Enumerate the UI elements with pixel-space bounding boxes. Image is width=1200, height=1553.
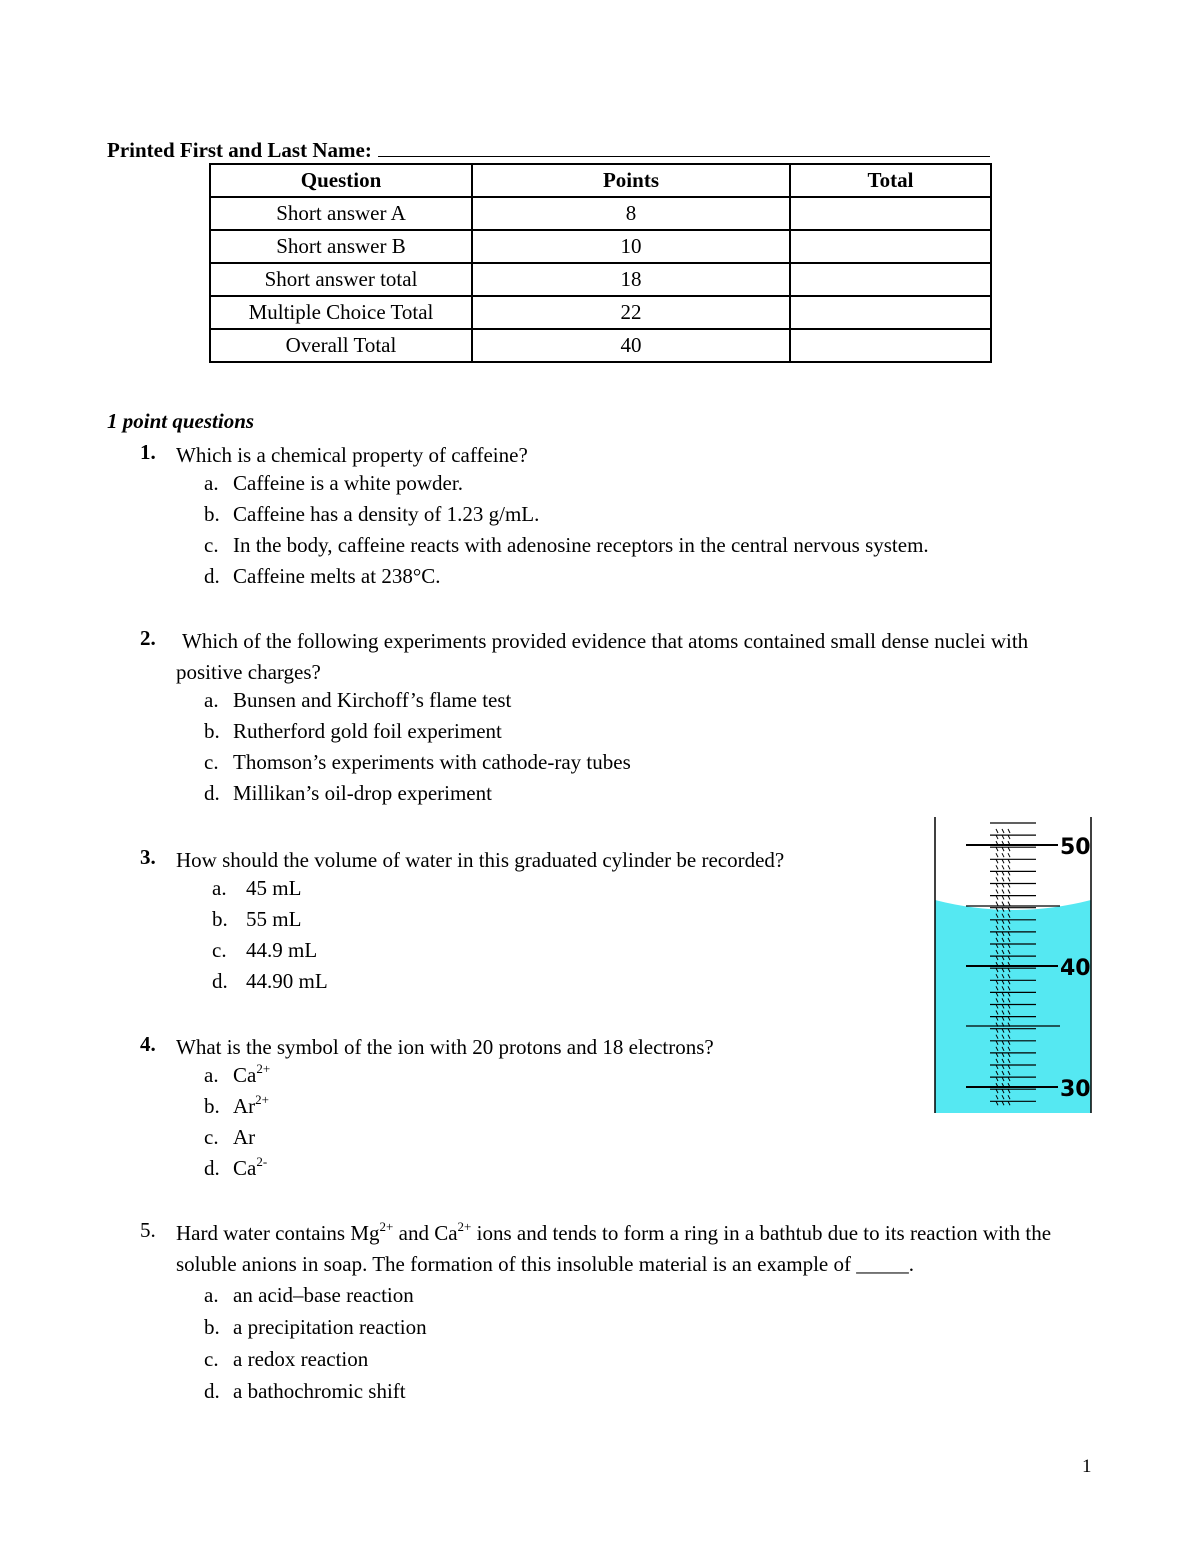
table-cell: 18 [472, 263, 790, 296]
fine-tick [1002, 902, 1004, 906]
option-text: a precipitation reaction [233, 1315, 427, 1339]
option-letter: b. [204, 1094, 220, 1118]
fine-tick [996, 890, 998, 894]
option-text: Bunsen and Kirchoff’s flame test [233, 688, 512, 712]
answer-option[interactable] [204, 1063, 270, 1088]
table-cell: Multiple Choice Total [210, 296, 472, 329]
option-letter: a. [204, 471, 219, 495]
answer-option[interactable] [204, 1125, 255, 1150]
question-number: 2. [140, 626, 156, 650]
section-title: 1 point questions [107, 409, 255, 433]
option-text: 44.9 mL [246, 938, 318, 962]
option-charge: 2+ [255, 1092, 270, 1107]
answer-option[interactable] [204, 1379, 406, 1404]
table-row [210, 230, 991, 263]
question-number: 4. [140, 1032, 156, 1056]
table-cell: 40 [472, 329, 790, 362]
option-text: Ar [233, 1094, 256, 1118]
option-letter: a. [204, 1063, 219, 1087]
question-number: 3. [140, 845, 156, 869]
table-cell: 22 [472, 296, 790, 329]
total-cell[interactable] [790, 329, 991, 362]
stem-text: ions and tends to form a ring in a bathtub due to its reaction with the soluble anions in soap. The formation of this insoluble material is an example of _____. [176, 1221, 1052, 1276]
fine-tick [1002, 877, 1004, 881]
stem-text: and Ca [393, 1221, 458, 1245]
fine-tick [1002, 865, 1004, 869]
option-letter: c. [204, 1125, 219, 1149]
table-cell: Short answer A [210, 197, 472, 230]
fine-tick [1008, 890, 1010, 894]
answer-option[interactable] [204, 1315, 427, 1340]
option-letter: a. [212, 876, 227, 900]
score-table [209, 163, 992, 363]
table-cell: Short answer B [210, 230, 472, 263]
table-cell: 8 [472, 197, 790, 230]
tick-label-50: 50 [1060, 835, 1091, 860]
stem-charge: 2+ [379, 1219, 394, 1234]
option-letter: b. [212, 907, 228, 931]
table-cell: Overall Total [210, 329, 472, 362]
option-letter: b. [204, 719, 220, 743]
option-text: Caffeine has a density of 1.23 g/mL. [233, 502, 540, 526]
answer-option[interactable] [204, 750, 631, 775]
total-cell[interactable] [790, 230, 991, 263]
table-row [210, 329, 991, 362]
fine-tick [1002, 829, 1004, 833]
fine-tick [1008, 829, 1010, 833]
answer-option[interactable] [204, 471, 463, 496]
option-text: Thomson’s experiments with cathode-ray tubes [233, 750, 631, 774]
total-cell[interactable] [790, 263, 991, 296]
answer-option[interactable] [204, 688, 511, 713]
fine-tick [1008, 853, 1010, 857]
table-row [210, 197, 991, 230]
option-charge: 2- [256, 1154, 268, 1169]
option-letter: d. [212, 969, 228, 993]
answer-option[interactable] [204, 1347, 368, 1372]
option-text: 44.90 mL [246, 969, 328, 993]
answer-option[interactable] [204, 533, 929, 558]
option-letter: c. [204, 533, 219, 557]
answer-option[interactable] [204, 781, 492, 806]
page-number: 1 [1082, 1456, 1092, 1477]
question-stem: What is the symbol of the ion with 20 protons and 18 electrons? [176, 1035, 714, 1059]
table-header: Question [210, 164, 472, 197]
question-stem [176, 1218, 1096, 1280]
question-number: 1. [140, 440, 156, 464]
option-text: Ar [233, 1125, 256, 1149]
name-blank-line[interactable] [378, 136, 990, 157]
question-stem: How should the volume of water in this graduated cylinder be recorded? [176, 848, 785, 872]
option-text: a bathochromic shift [233, 1379, 406, 1403]
option-text: In the body, caffeine reacts with adenosine receptors in the central nervous system. [233, 533, 929, 557]
answer-option[interactable] [204, 564, 440, 589]
option-letter: d. [204, 1156, 220, 1180]
fine-tick [1008, 877, 1010, 881]
table-row [210, 296, 991, 329]
fine-tick [996, 877, 998, 881]
table-cell: 10 [472, 230, 790, 263]
option-text: an acid–base reaction [233, 1283, 414, 1307]
answer-option[interactable] [204, 1156, 267, 1181]
fine-tick [1008, 902, 1010, 906]
option-letter: c. [204, 1347, 219, 1371]
answer-option[interactable] [212, 969, 328, 994]
option-letter: c. [204, 750, 219, 774]
fine-tick [1002, 853, 1004, 857]
question-stem: Which is a chemical property of caffeine? [176, 443, 528, 467]
answer-option[interactable] [204, 719, 502, 744]
question-stem: Which of the following experiments provided evidence that atoms contained small dense nuclei with positive charges? [176, 629, 1029, 684]
option-letter: d. [204, 1379, 220, 1403]
option-letter: c. [212, 938, 227, 962]
option-text: Caffeine is a white powder. [233, 471, 463, 495]
answer-option[interactable] [204, 1094, 269, 1119]
answer-option[interactable] [212, 938, 317, 963]
option-letter: d. [204, 564, 220, 588]
answer-option[interactable] [204, 502, 539, 527]
fine-tick [996, 853, 998, 857]
stem-charge: 2+ [457, 1219, 472, 1234]
answer-option[interactable] [204, 1283, 414, 1308]
option-letter: a. [204, 1283, 219, 1307]
option-text: Ca [233, 1156, 257, 1180]
option-letter: d. [204, 781, 220, 805]
fine-tick [996, 902, 998, 906]
option-letter: b. [204, 1315, 220, 1339]
answer-option[interactable] [212, 876, 301, 901]
table-cell: Short answer total [210, 263, 472, 296]
table-header-row [210, 164, 991, 197]
question-number: 5. [140, 1218, 156, 1242]
total-cell[interactable] [790, 296, 991, 329]
tick-label-30: 30 [1060, 1077, 1091, 1102]
tick-label-40: 40 [1060, 956, 1091, 981]
option-text: 55 mL [246, 907, 302, 931]
table-header: Total [790, 164, 991, 197]
option-text: a redox reaction [233, 1347, 369, 1371]
table-header: Points [472, 164, 790, 197]
option-letter: a. [204, 688, 219, 712]
fine-tick [996, 865, 998, 869]
option-letter: b. [204, 502, 220, 526]
answer-option[interactable] [212, 907, 301, 932]
option-text: 45 mL [246, 876, 302, 900]
option-text: Caffeine melts at 238°C. [233, 564, 441, 588]
name-field [107, 136, 990, 163]
graduated-cylinder-image [928, 815, 1098, 1120]
option-text: Millikan’s oil-drop experiment [233, 781, 492, 805]
option-text: Ca [233, 1063, 257, 1087]
total-cell[interactable] [790, 197, 991, 230]
fine-tick [996, 829, 998, 833]
table-row [210, 263, 991, 296]
fine-tick [1008, 865, 1010, 869]
stem-text: Hard water contains Mg [176, 1221, 380, 1245]
fine-tick [1002, 890, 1004, 894]
name-label: Printed First and Last Name: [107, 138, 372, 162]
option-charge: 2+ [256, 1061, 271, 1076]
option-text: Rutherford gold foil experiment [233, 719, 502, 743]
